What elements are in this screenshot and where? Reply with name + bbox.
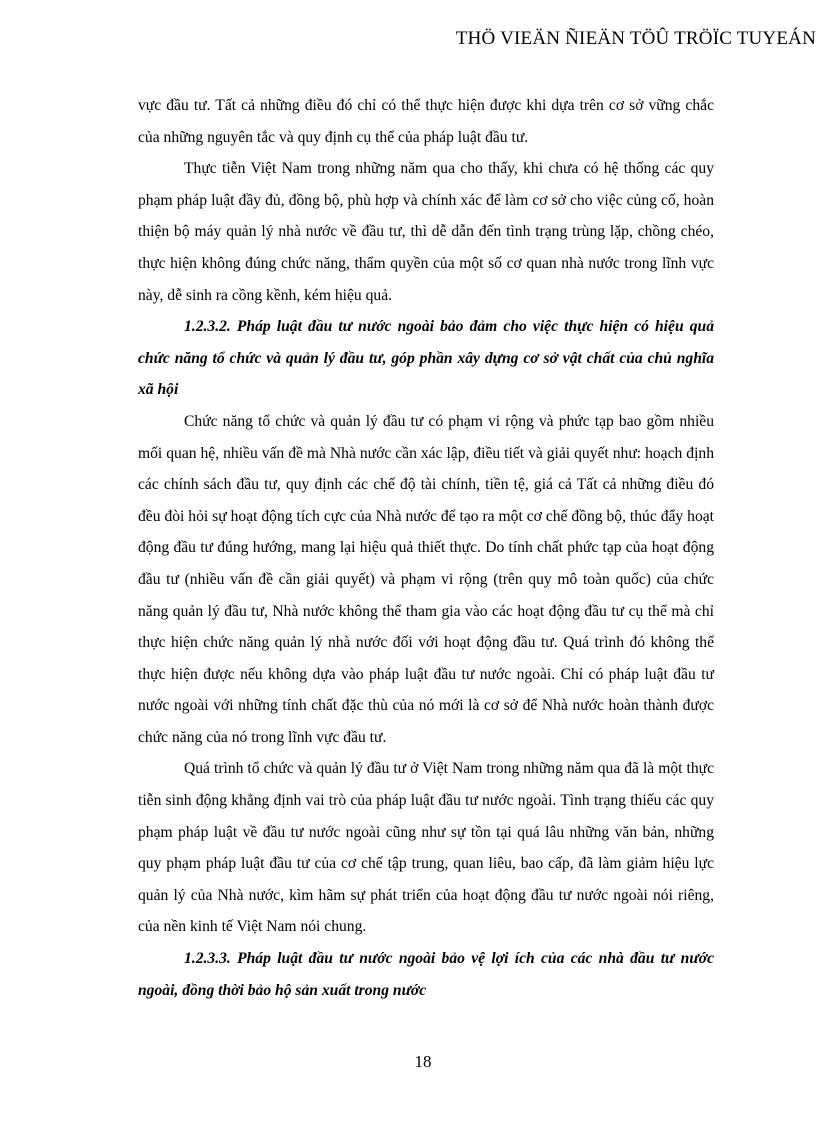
paragraph-continuation: vực đầu tư. Tất cả những điều đó chỉ có thể thực hiện được khi dựa trên cơ sở vững chắc của những nguyên tắc và quy định cụ thể của pháp luật đầu tư. [138,97,714,146]
paragraph-vietnam-practice: Thực tiễn Việt Nam trong những năm qua cho thấy, khi chưa có hệ thống các quy phạm pháp luật đầy đủ, đồng bộ, phù hợp và chính xác để làm cơ sở cho việc củng cố, hoàn thiện bộ máy quản lý nhà nước về đầu tư, thì dễ dẫn đến tình trạng trùng lặp, chồng chéo, thực hiện không đúng chức năng, thẩm quyền của một số cơ quan nhà nước trong lĩnh vực này, dễ sinh ra cồng kềnh, kém hiệu quả. [138,160,714,304]
document-body [138,90,714,1006]
section-heading-1-2-3-2: 1.2.3.2. Pháp luật đầu tư nước ngoài bảo đảm cho việc thực hiện có hiệu quả chức năng tổ chức và quản lý đầu tư, góp phần xây dựng cơ sở vật chất của chủ nghĩa xã hội [138,318,714,399]
section-heading-1-2-3-3: 1.2.3.3. Pháp luật đầu tư nước ngoài bảo vệ lợi ích của các nhà đầu tư nước ngoài, đồng thời bảo hộ sản xuất trong nước [138,950,714,999]
page-header: THÖ VIEÄN ÑIEÄN TÖÛ TRÖÏC TUYEÁN [455,28,816,49]
paragraph-management-function: Chức năng tổ chức và quản lý đầu tư có phạm vi rộng và phức tạp bao gồm nhiều mối quan hệ, nhiều vấn đề mà Nhà nước cần xác lập, điều tiết và giải quyết như: hoạch định các chính sách đầu tư, quy định các chế độ tài chính, tiền tệ, giá cả Tất cả những điều đó đều đòi hỏi sự hoạt động tích cực của Nhà nước để tạo ra một cơ chế đồng bộ, thúc đẩy hoạt động đầu tư đúng hướng, mang lại hiệu quả thiết thực. Do tính chất phức tạp của hoạt động đầu tư (nhiều vấn đề cần giải quyết) và phạm vi rộng (trên quy mô toàn quốc) của chức năng quản lý đầu tư, Nhà nước không thể tham gia vào các hoạt động đầu tư cụ thể mà chỉ thực hiện chức năng quản lý nhà nước đối với hoạt động đầu tư. Quá trình đó không thể thực hiện được nếu không dựa vào pháp luật đầu tư nước ngoài. Chỉ có pháp luật đầu tư nước ngoài với những tính chất đặc thù của nó mới là cơ sở để Nhà nước hoàn thành được chức năng của nó trong lĩnh vực đầu tư. [138,412,714,746]
paragraph-management-process: Quá trình tổ chức và quản lý đầu tư ở Việt Nam trong những năm qua đã là một thực tiễn sinh động khẳng định vai trò của pháp luật đầu tư nước ngoài. Tình trạng thiếu các quy phạm pháp luật về đầu tư nước ngoài cũng như sự tồn tại quá lâu những văn bản, những quy phạm pháp luật đầu tư của cơ chế tập trung, quan liêu, bao cấp, đã làm giảm hiệu lực quản lý của Nhà nước, kìm hãm sự phát triển của hoạt động đầu tư nước ngoài nói riêng, của nền kinh tế Việt Nam nói chung. [138,760,714,936]
page-number: 18 [414,1052,432,1071]
